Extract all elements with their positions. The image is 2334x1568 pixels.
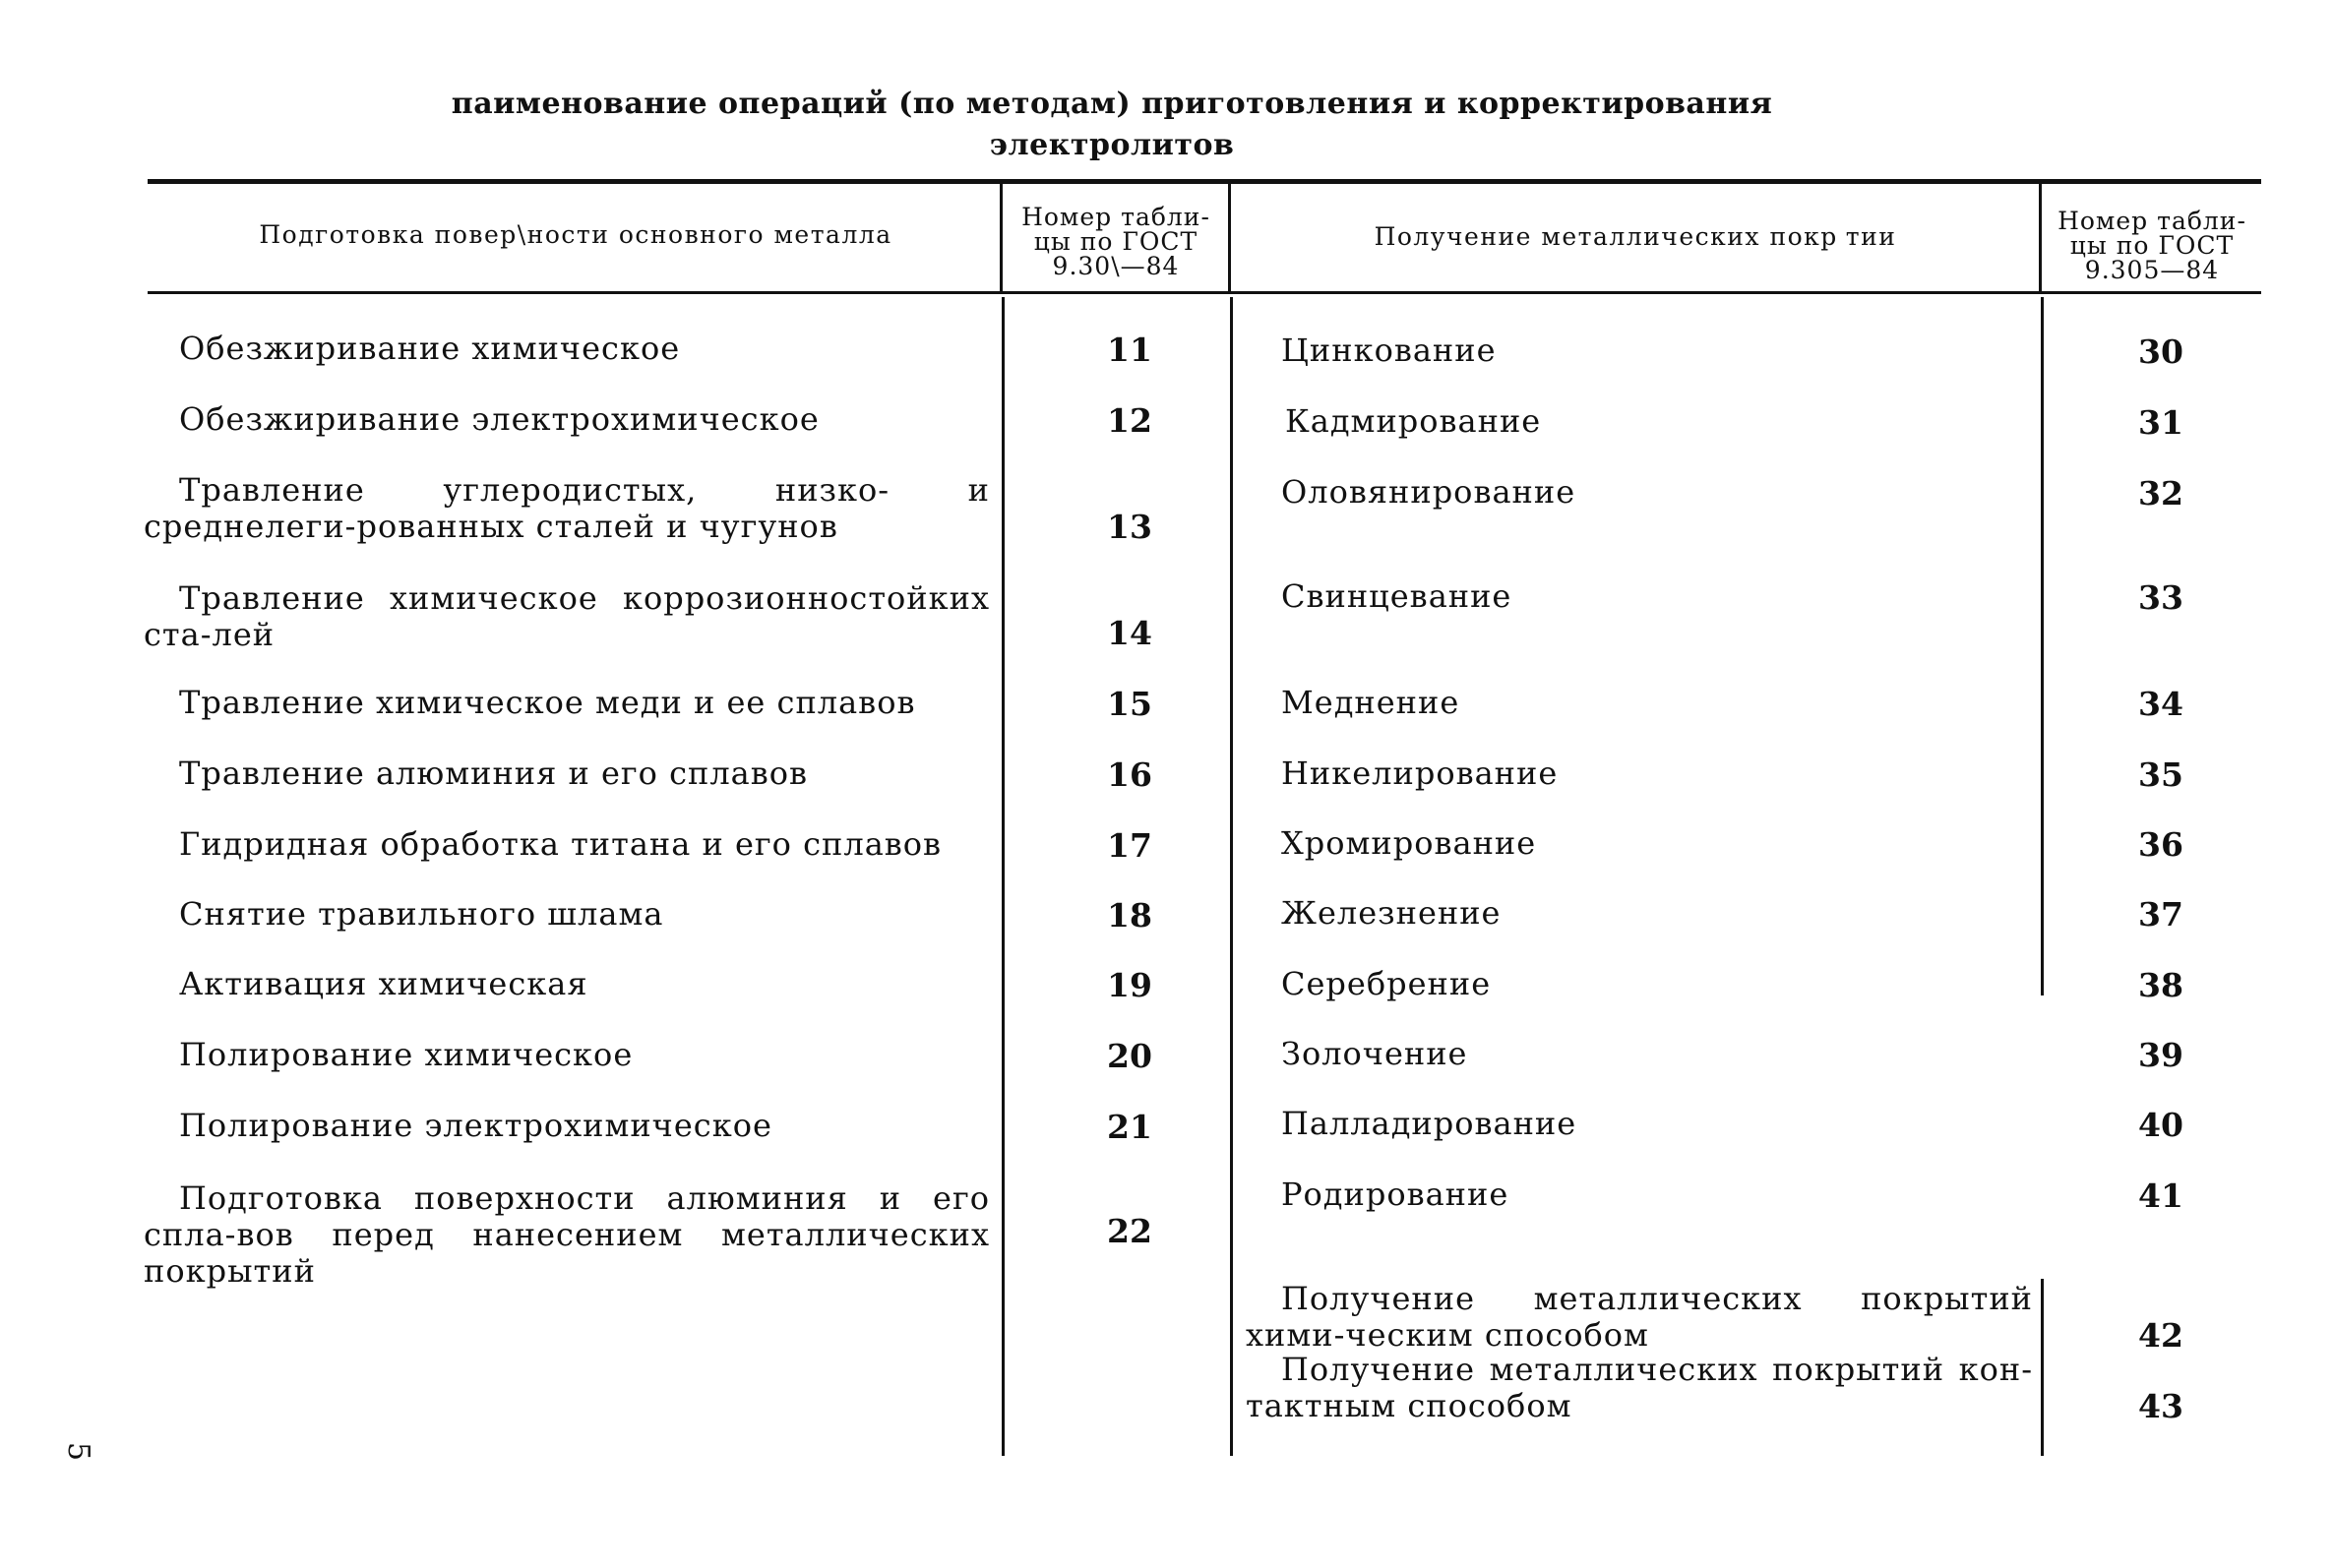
left-row-number: 13 <box>1107 508 1152 546</box>
header-divider-2 <box>1228 183 1231 291</box>
left-row-number: 21 <box>1107 1108 1152 1146</box>
left-row-text: Полирование электрохимическое <box>179 1107 772 1144</box>
right-row-text: Палладирование <box>1281 1105 1577 1142</box>
left-row-text: Гидридная обработка титана и его сплавов <box>179 825 943 863</box>
right-row-number: 33 <box>2138 578 2183 617</box>
left-row-number: 15 <box>1107 685 1152 723</box>
right-row-text: Оловянирование <box>1281 473 1576 511</box>
body-divider-1 <box>1002 297 1005 1456</box>
right-row-text: Кадмирование <box>1285 402 1542 440</box>
table-title-line-1: пaименование операций (по методам) приготовления и корректирования <box>451 87 1773 121</box>
header-rule <box>148 291 2261 294</box>
header-left-number-line-3: 9.30\—84 <box>1052 252 1180 280</box>
left-row-number: 18 <box>1107 896 1152 935</box>
right-row-number: 38 <box>2138 966 2183 1004</box>
header-right-number-line-1: Номер табли- <box>2058 207 2246 235</box>
right-row-text: Хромирование <box>1281 824 1537 862</box>
left-row-number: 11 <box>1107 331 1152 369</box>
left-row-text: Полирование химическое <box>179 1036 634 1073</box>
left-row-number: 12 <box>1107 401 1152 440</box>
right-row-text: Получение металлических покрытий хими-ческим способом <box>1246 1280 2033 1354</box>
right-row-number: 36 <box>2138 825 2183 864</box>
right-row-text: Получение металлических покрытий кон-тактным способом <box>1246 1351 2033 1424</box>
left-row-number: 20 <box>1107 1037 1152 1075</box>
right-row-number: 39 <box>2138 1036 2183 1074</box>
left-row-text: Обезжиривание электрохимическое <box>179 400 820 438</box>
table-title-line-2: электролитов <box>989 128 1235 162</box>
right-row-text: Серебрение <box>1281 965 1492 1002</box>
body-divider-3b <box>2041 1279 2044 1456</box>
right-row-text: Цинкование <box>1281 332 1497 369</box>
left-row-text: Травление химическое коррозионностойких ста-лей <box>144 579 990 653</box>
right-row-text: Родирование <box>1281 1176 1509 1213</box>
header-right-number-line-3: 9.305—84 <box>2084 256 2220 284</box>
right-row-number: 37 <box>2138 895 2183 934</box>
header-left-number-line-1: Номер табли- <box>1021 203 1210 231</box>
right-row-text: Никелирование <box>1281 754 1559 792</box>
header-left-number <box>1004 205 1228 278</box>
right-row-number: 30 <box>2138 332 2183 371</box>
page-number: 5 <box>61 1441 96 1462</box>
left-row-text: Обезжиривание химическое <box>179 330 681 367</box>
right-row-text: Меднение <box>1281 684 1460 721</box>
left-row-text: Травление углеродистых, низко- и среднелеги-рованных сталей и чугунов <box>144 471 990 545</box>
right-row-number: 43 <box>2138 1387 2183 1425</box>
header-right-column: Получение металлических покр тии <box>1374 222 1897 251</box>
right-row-number: 32 <box>2138 474 2183 513</box>
left-row-text: Травление алюминия и его сплавов <box>179 754 809 792</box>
left-row-number: 16 <box>1107 755 1152 794</box>
body-divider-3 <box>2041 297 2044 995</box>
header-right-number <box>2043 209 2261 282</box>
left-row-text: Травление химическое меди и ее сплавов <box>179 684 916 721</box>
left-row-number: 17 <box>1107 826 1152 865</box>
left-row-number: 22 <box>1107 1212 1152 1250</box>
header-right-number-line-2: цы по ГОСТ <box>2069 231 2235 260</box>
header-left-number-line-2: цы по ГОСТ <box>1033 227 1198 256</box>
right-row-text: Свинцевание <box>1281 577 1512 615</box>
right-row-number: 41 <box>2138 1176 2183 1215</box>
left-row-text: Подготовка поверхности алюминия и его спла-вов перед нанесением металлических покрытий <box>144 1179 990 1290</box>
left-row-text: Активация химическая <box>179 965 588 1002</box>
right-row-text: Золочение <box>1281 1035 1468 1072</box>
header-divider-1 <box>1000 183 1003 291</box>
left-row-number: 14 <box>1107 614 1152 652</box>
right-row-text: Железнение <box>1281 894 1502 932</box>
right-row-number: 31 <box>2138 403 2183 442</box>
body-divider-2 <box>1230 297 1233 1456</box>
top-rule <box>148 179 2261 184</box>
header-divider-3 <box>2039 183 2042 291</box>
right-row-number: 35 <box>2138 755 2183 794</box>
right-row-number: 40 <box>2138 1106 2183 1144</box>
header-left-column: Подготовка повер\ности основного металла <box>259 220 892 249</box>
right-row-number: 34 <box>2138 685 2183 723</box>
right-row-number: 42 <box>2138 1316 2183 1355</box>
left-row-text: Снятие травильного шлама <box>179 895 664 933</box>
left-row-number: 19 <box>1107 966 1152 1004</box>
